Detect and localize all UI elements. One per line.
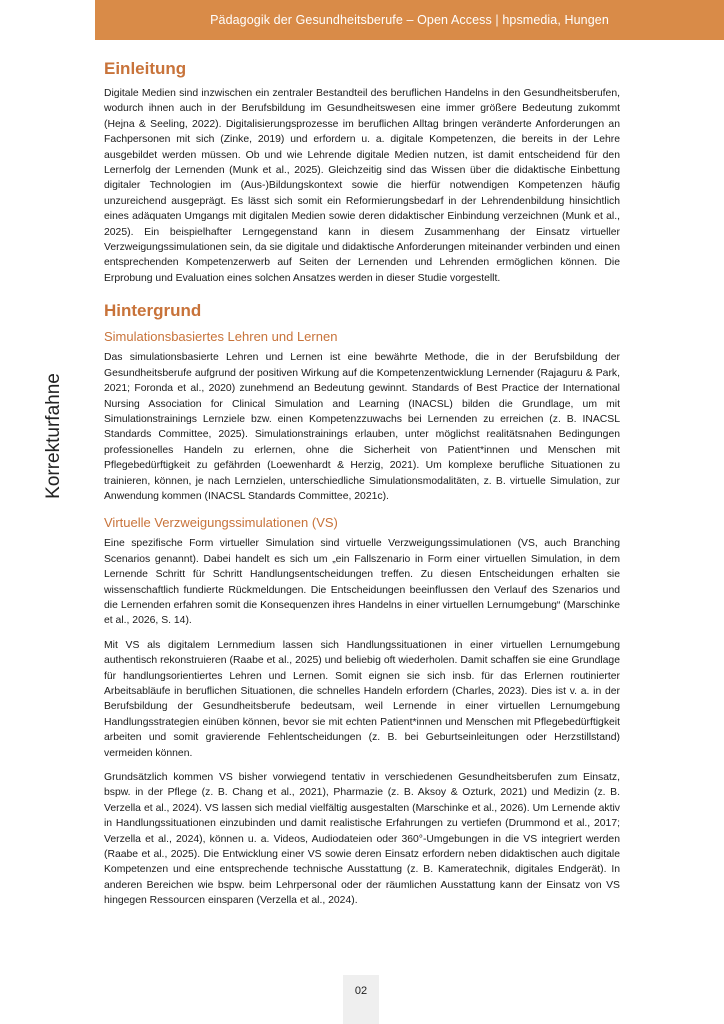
paragraph-einleitung: Digitale Medien sind inzwischen ein zentraler Bestandteil des beruflichen Handelns in den Gesundheitsberufen, wodurch ihnen auch in der Berufsbildung im Gesundheitswesen eine immer größere Bedeutung zukommt (Hejna & Seeling, 2022). Digitalisierungsprozesse im beruflichen Alltag bringen veränderte Anforderungen an Fachpersonen mit sich (Zinke, 2019) und erfordern u. a. digitale Kompetenzen, die bereits in der Lehre ausgebildet werden müssen. Ob und wie Lehrende digitale Medien nutzen, ist damit entscheidend für den Lernerfolg der Lernenden (Munk et al., 2025). Gleichzeitig sind das Wissen über die didaktische Einbettung digitaler Technologien im (Aus-)Bildungskontext sowie die hierfür notwendigen Kompetenzen häufig unzureichend ausgeprägt. Es lässt sich somit ein Reformierungsbedarf in der Lehrendenbildung hinsichtlich eines adäquaten Umgangs mit digitalen Medien sowie deren didaktischer Einbindung verzeichnen (Munk et al., 2025). Ein beispielhafter Lerngegenstand kann in diesem Zusammenhang der Einsatz virtueller Verzweigungssimulationen sein, da sie digitale und didaktische Anforderungen miteinander verbinden und einen entsprechenden Kompetenzerwerb auf Seiten der Lernenden und Lehrenden ermöglichen können. Die Erprobung und Evaluation eines solchen Ansatzes werden in dieser Studie vorgestellt. [104,88,620,284]
subheading-simulation: Simulationsbasiertes Lehren und Lernen [104,329,338,345]
paragraph-simulation: Das simulationsbasierte Lehren und Lernen ist eine bewährte Methode, die in der Berufsbildung der Gesundheitsberufe aufgrund der positiven Wirkung auf die Kompetenzentwicklung Lernender (Rajaguru & Park, 2021; Foronda et al., 2020) zunehmend an Bedeutung gewinnt. Standards of Best Practice der International Nursing Association for Clinical Simulation and Learning (INACSL) bilden die Grundlage, um mit Simulationstrainings Lernziele bzw. einen Kompetenzzuwachs bei Lernenden zu erreichen (z. B. INACSL Standards Committee, 2025). Simulationstrainings erlauben, unter möglichst realitätsnahen Bedingungen professionelles Handeln zu erlernen, ohne die Sicherheit von Patient*innen und Menschen mit Pflegebedürftigkeit zu gefährden (Loewenhardt & Herzig, 2021). Um komplexe berufliche Situationen zu trainieren, können, je nach Lernzielen, unterschiedliche Simulationsmodalitäten, z. B. virtuelle Simulation, zur Anwendung kommen (INACSL Standards Committee, 2021c). [104,352,620,502]
heading-einleitung: Einleitung [104,59,187,78]
paragraph-vs-2: Mit VS als digitalem Lernmedium lassen sich Handlungssituationen in einer virtuellen Lernumgebung authentisch rekonstruieren (Raabe et al., 2025) und beliebig oft wiederholen. Damit schaffen sie eine Grundlage für handlungsorientiertes Lehren und Lernen. Somit eignen sie sich insb. für das Erlernen routinierter Arbeitsabläufe in beruflichen Situationen, die schnelles Handeln erfordern (Charles, 2023). Dies ist v. a. in der Berufsbildung der Gesundheitsberufe bedeutsam, weil Lernende in einer virtuellen Lernumgebung Handlungsstrategien einüben können, bevor sie mit echten Patient*innen und Menschen mit Pflegebedürftigkeit arbeiten und somit gravierende Fehlentscheidungen (z. B. bei Geburtseinleitungen oder Herzstillstand) vermeiden können. [104,639,620,759]
heading-hintergrund: Hintergrund [104,301,202,321]
proof-side-label: Korrekturfahne [43,373,64,499]
page-number: 02 [343,975,379,1024]
paragraph-vs-1: Eine spezifische Form virtueller Simulation sind virtuelle Verzweigungssimulationen (VS, auch Branching Scenarios genannt). Dabei handelt es sich um „ein Fallszenario in Form einer virtuellen Simulation, in dem Lernende Schritt für Schritt Handlungsentscheidungen treffen. Zu diesen Entscheidungen erhalten sie wissenschaftlich fundierte Rückmeldungen. Die Entscheidungen beeinflussen den Verlauf des Szenarios und die Lernenden erfahren somit die Konsequenzen ihres Handelns in einer virtuellen Lernumgebung“ (Marschinke et al., 2026, S. 14). [104,538,620,627]
running-header-title: Pädagogik der Gesundheitsberufe – Open Access | hpsmedia, Hungen [210,13,609,27]
subheading-vs: Virtuelle Verzweigungssimulationen (VS) [104,515,338,531]
main-content [104,58,620,909]
running-header [95,0,724,40]
paragraph-vs-3: Grundsätzlich kommen VS bisher vorwiegend tentativ in verschiedenen Gesundheitsberufen zum Einsatz, bspw. in der Pflege (z. B. Chang et al., 2021), Pharmazie (z. B. Aksoy & Ozturk, 2021) und Medizin (z. B. Verzella et al., 2024). VS lassen sich medial vielfältig ausgestalten (Marschinke et al., 2026). Um Lernende aktiv in Handlungssituationen einzubinden und damit realistische Erfahrungen zu vertiefen (Drummond et al., 2017; Verzella et al., 2024), können u. a. Videos, Audiodateien oder 360°-Umgebungen in die VS integriert werden (Raabe et al., 2025). Die Entwicklung einer VS sowie deren Einsatz erfordern neben didaktischen auch digitale Kompetenzen und eine entsprechende technische Ausstattung (z. B. Kameratechnik, digitales Endgerät). In anderen Bereichen wie bspw. beim Lehrpersonal oder der räumlichen Ausstattung kann der Einsatz von VS hingegen Ressourcen einsparen (Verzella et al., 2024). [104,772,620,907]
